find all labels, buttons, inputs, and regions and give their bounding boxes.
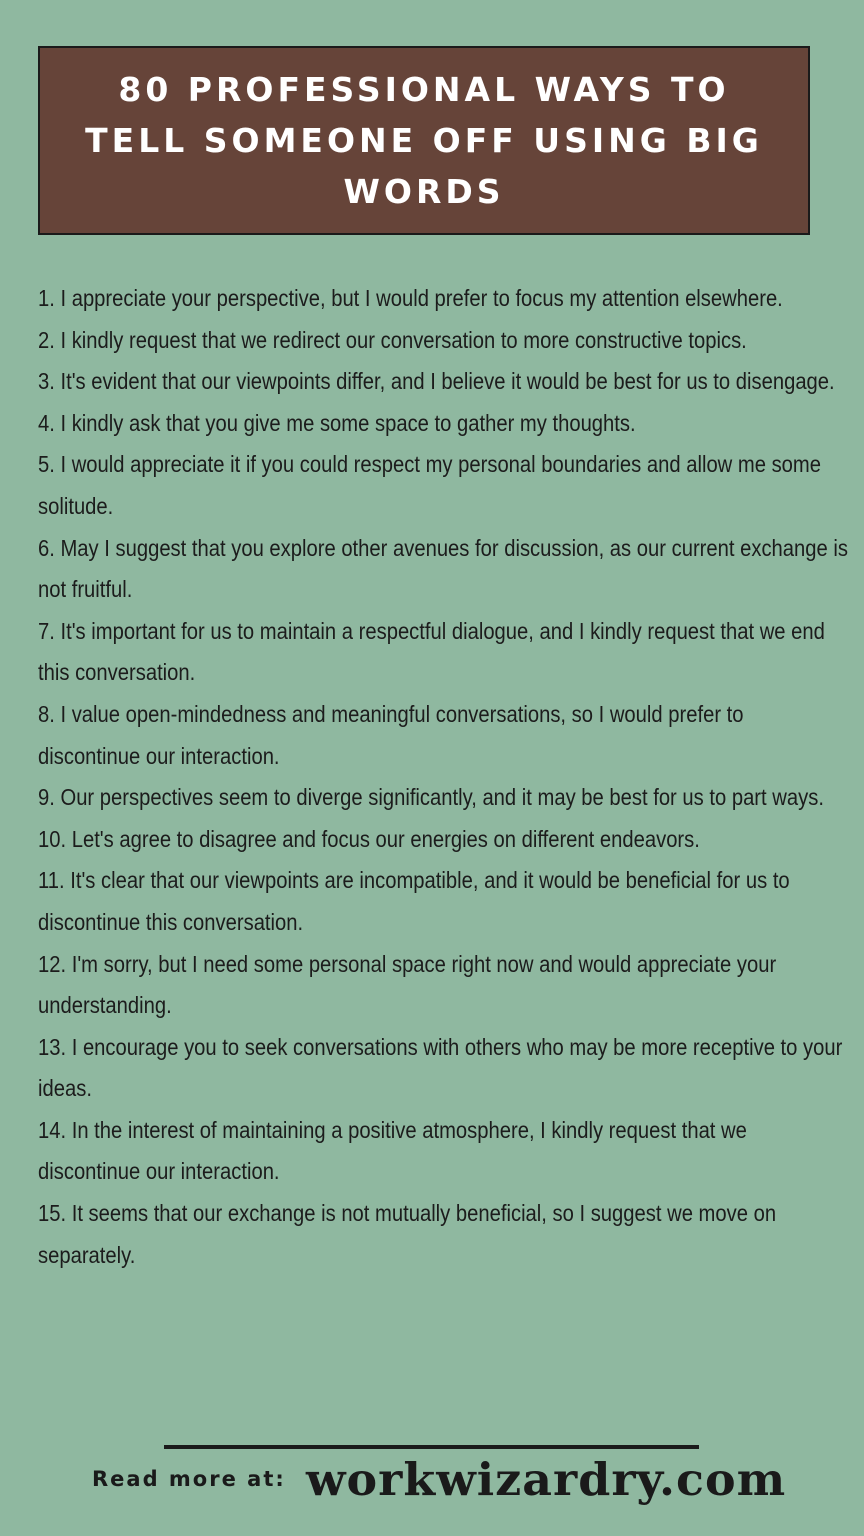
list-item: 11. It's clear that our viewpoints are incompatible, and it would be beneficial for us to discontinue this conversation.: [38, 867, 790, 935]
read-more-label: Read more at:: [92, 1467, 286, 1491]
phrases-list: [38, 278, 850, 1276]
list-item: 8. I value open-mindedness and meaningful conversations, so I would prefer to discontinue our interaction.: [38, 700, 744, 769]
list-item: 3. It's evident that our viewpoints differ, and I believe it would be best for us to disengage.: [38, 368, 835, 395]
title-banner: [38, 46, 810, 235]
page-title: 80 PROFESSIONAL WAYS TO TELL SOMEONE OFF USING BIG WORDS: [85, 70, 763, 211]
list-item: 4. I kindly ask that you give me some space to gather my thoughts.: [38, 409, 636, 436]
list-item: 5. I would appreciate it if you could respect my personal boundaries and allow me some solitude.: [38, 451, 822, 519]
list-item: 14. In the interest of maintaining a positive atmosphere, I kindly request that we discontinue our interaction.: [38, 1116, 747, 1185]
list-item: 13. I encourage you to seek conversations with others who may be more receptive to your ideas.: [38, 1033, 843, 1102]
list-item: 15. It seems that our exchange is not mutually beneficial, so I suggest we move on separately.: [38, 1200, 777, 1268]
list-item: 7. It's important for us to maintain a respectful dialogue, and I kindly request that we end this conversation.: [38, 617, 825, 686]
list-item: 9. Our perspectives seem to diverge significantly, and it may be best for us to part ways.: [38, 784, 824, 811]
list-item: 6. May I suggest that you explore other avenues for discussion, as our current exchange is not fruitful.: [38, 534, 848, 603]
footer-divider: [164, 1445, 699, 1449]
site-link[interactable]: workwizardry.com: [306, 1453, 787, 1506]
list-item: 12. I'm sorry, but I need some personal space right now and would appreciate your understanding.: [38, 950, 777, 1019]
list-item: 1. I appreciate your perspective, but I would prefer to focus my attention elsewhere.: [38, 285, 783, 311]
list-item: 10. Let's agree to disagree and focus our energies on different endeavors.: [38, 825, 700, 852]
list-item: 2. I kindly request that we redirect our conversation to more constructive topics.: [38, 326, 747, 353]
